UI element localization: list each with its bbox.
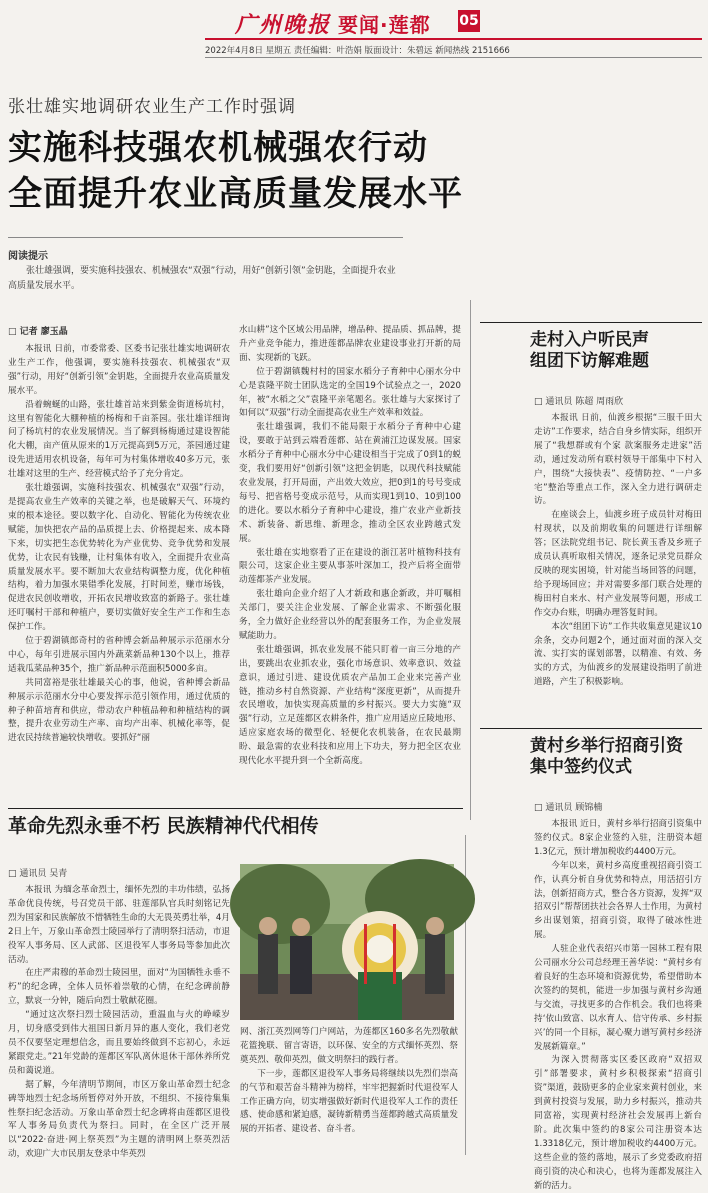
paragraph: 张壮雄强调，我们不能局限于水稻分子育种中心建设，要敢于站到云端看莲都、站在黄浦江边谋发展。国家水稻分子育种中心丽水分中心建设相当于完成了0到1的蜕变，我们要用好“创新引领”这把金钥匙，以现代科技赋能农业发展，打开局面，产出效大效应，把0到1的号号变成每号、把省格号变成示范号，从而实现1到10、10到100的进化。要以水稻分子育种中心建设，推广农业产业新技术、新装备、新思维、新理念，推动全区农业跨越式发展。 xyxy=(239,422,461,544)
memorial-photo xyxy=(240,864,454,1020)
byline-box-icon: □ xyxy=(8,869,20,879)
paragraph: 本报讯 近日，黄村乡举行招商引资集中签约仪式。8家企业签约入驻，注册资本超1.3亿元，预计增加税收约4400万元。 xyxy=(534,819,702,857)
lead-subtitle: 张壮雄实地调研农业生产工作时强调 xyxy=(8,97,296,117)
byline-box-icon: □ xyxy=(534,803,546,813)
paragraph: 据了解，今年清明节期间，市区万象山革命烈士纪念碑等地烈士纪念场所暂停对外开放，不组织、不接待集集性祭扫纪念活动。万象山革命烈士纪念碑将由莲都区退役军人事务局负责代为祭扫。同时，在全区广泛开展以“2022·奋进·网上祭英烈”为主题的清明网上祭英烈活动，欢迎广大市民朋友登录中华英烈 xyxy=(8,1079,230,1160)
paragraph: 本次“组团下访”工作共收集意见建议10余条，交办问题2个，通过面对面的深入交流、实打实的谋划部署，以精准、有效、务实的方式，为仙渡乡的发展建设指明了前进道路，产生了积极影响。 xyxy=(534,621,702,688)
paragraph: 本报讯 日前，仙渡乡根据“三服千田大走访”工作要求，结合自身乡情实际，组织开展了“我想群或有个家 款案服务走进家”活动，通过发动所有联村领导干部集中下村入户，围绕“大接快表”、疫情防控、“一户多宅”整治等重点工作，深入全力进行调研走访。 xyxy=(534,413,702,507)
bottom-top-rule xyxy=(8,808,463,809)
right2-title: 黄村乡举行招商引资 集中签约仪式 xyxy=(530,736,683,777)
paragraph: 张壮雄强调，实施科技强农、机械强农“双强”行动，是提高农业生产效率的关键之举，也是破解天气、环境约束的根本途径。要以数字化、自动化、智能化为传统农业赋能，加快把农产品的品质提上去、价格提起来、成本降下来，切实把生态优势转化为产业优势、竞争优势和发展优势，让农民有钱赚，让村集体有收入，全面提升农业高质量发展水平。要不断加大农业结构调整力度，优化种植结构，着力加强水果错季化发展，打时间差，赚市场钱，促进农民创收增收，开拓农民增收致富的新路子。张壮雄还叮嘱村干部和种植户，要切实做好安全生产工作和生态保护工作。 xyxy=(8,483,230,633)
paragraph: 网、浙江英烈网等门户网站，为莲都区160多名先烈敬献花篮挽联、留言寄语，以环保、安全的方式缅怀英烈、祭奠英烈、敬仰英烈，做文明祭扫的践行者。 xyxy=(240,1027,458,1065)
summary-label: 阅读提示 xyxy=(8,251,48,262)
paragraph: 在座谈会上，仙渡乡班子成员针对梅田村现状，以及前期收集的问题进行详细解答；区法院党组书记、院长黄玉香及乡班子成员认真听取相关情况，逐条记录党员群众反映的现实困境，针对能当场回答的问题，给予现场回应；并对需要多部门联合处理的梅田村自来水、村产业发展等问题，形成工作交办台账，明确办理答复时间。 xyxy=(534,510,702,618)
paragraph: 共同富裕是张壮雄最关心的事，他说，省种博会新品种展示示范丽水分中心要发挥示范引领作用，通过优质的种子种苗培育和供应，带动农户种植品种和种植结构的调整，提升农业劳动生产率、亩均产出率、机械化率等，促进农民持续普遍较快增收。要抓好“丽 xyxy=(8,677,230,744)
edition-info: 2022年4月8日 星期五 责任编辑：叶浩娟 版面设计：朱碧远 新闻热线 2151666 xyxy=(205,46,510,56)
paragraph: 张壮雄向企业介绍了人才新政和惠企新政，并叮嘱相关部门，要关注企业发展、了解企业需求、不断强化服务，全力做好企业经营以外的配套服务工作，为企业发展赋能助力。 xyxy=(239,589,461,641)
bottom-column-2 xyxy=(240,1026,458,1156)
lead-headline-1: 实施科技强农机械强农行动 xyxy=(8,128,428,168)
wreath-ceremony-image xyxy=(240,864,454,1020)
paragraph: 本报讯 为缅念革命烈士，缅怀先烈的丰功伟绩，弘扬革命优良传统，号召党员干部、驻莲部队官兵时刻铭记先烈为国家和民族解放不惜牺牲生命的大无畏英勇壮举，4月2日上午，万象山革命烈士陵园举行了清明祭扫活动，市退役军人事务局、区人武部、区退役军人事务局等参加此次活动。 xyxy=(8,885,230,965)
paragraph: 今年以来，黄村乡高度重视招商引资工作，认真分析自身优势和特点，用活招引方法，创新招商方式，整合各方资源，发挥“双招双引”帮帮团扶社会各界人士作用，为黄村乡出谋划策，招商引资，取得了破冰性进展。 xyxy=(534,860,702,941)
paragraph: 张壮雄强调，抓农业发展不能只盯着一亩三分地的产出，要跳出农业抓农业，强化市场意识、效率意识、效益意识，通过引进、建设优质农产品加工企业来完善产业链，推动乡村自然资源、产业结构“深度更新”，从而提升农民增收，加快实现高质量的乡村振兴。要大力实施“双强”行动，立足莲都区农耕条件，推广应用适应丘陵地形、适应家庭农场的微型化、轻便化农机装备，在农民最期盼、最急需的农业科技和应用上下功夫，努力把全区农业现代化水平提升到一个全新高度。 xyxy=(239,644,461,767)
newspaper-logo: 广州晚报 xyxy=(235,12,332,38)
lead-byline: □ 记者 廖玉晶 xyxy=(8,327,68,337)
paragraph: 位于碧湖镇郎奇村的省种博会新品种展示示范丽水分中心，每年引进展示国内外蔬菜新品种130个以上，推荐适栽瓜菜品种35个，推广新品种示范面积5000多亩。 xyxy=(8,636,230,674)
paragraph: 人驻企业代表绍兴市第一园林工程有限公司丽水分公司总经理王善华说：“黄村乡有着良好的生态环境和资源优势，希望借助本次签约的契机，能进一步加强与黄村乡沟通与交流，寻找更多的合作机会。我们也将秉持‘依山致富、以水育人、信守传承、乡村振兴’的同一个目标，凝心聚力谱写黄村乡经济发展新篇章。” xyxy=(534,944,702,1052)
paragraph: 下一步，莲都区退役军人事务局将继续以先烈们崇高的气节和艰苦奋斗精神为榜样，牢牢把握新时代退役军人工作正确方向，切实增强做好新时代退役军人工作的责任感、使命感和紧迫感，凝铸新精勇当莲都跨越式高质量发展的开拓者、建设者、奋斗者。 xyxy=(240,1068,458,1135)
byline-box-icon: □ xyxy=(534,397,546,407)
paragraph: 沿着蜿蜒的山路，张壮雄首站来到紫金街道杨坑村，这里有智能化大棚种植的杨梅和千亩茶园。张壮雄详细询问了杨坑村的农业发展情况。当了解到杨梅通过建设智能化大棚，亩产值从原来的1万元提高到5万元，茶园通过建设先进适用农机设备，每年可为村集体增收40多万元，张壮雄对这里的生产、经营模式给予了充分肯定。 xyxy=(8,399,230,480)
column-divider xyxy=(470,300,471,820)
right1-body xyxy=(534,412,702,716)
bottom-title: 革命先烈永垂不朽 民族精神代代相传 xyxy=(8,815,319,837)
paragraph: 张壮雄在实地察看了正在建设的浙江茗叶植物科技有限公司，这家企业主要从事茶叶深加工，投产后将全面带动莲都茶产业发展。 xyxy=(239,547,461,586)
page-number: 05 xyxy=(458,10,480,32)
lead-column-1 xyxy=(8,343,230,813)
masthead-rule xyxy=(205,38,702,40)
right2-top-rule xyxy=(480,728,702,729)
right2-body xyxy=(534,818,702,1191)
lead-headline-2: 全面提升农业高质量发展水平 xyxy=(8,174,463,214)
paragraph: 位于碧湖镇魏村村的国家水稻分子育种中心丽水分中心是袁隆平院士团队选定的全国19个试验点之一，2020年，被“水稻之父”袁隆平亲笔题名。张壮雄与大家探讨了如何以“双强”行动全面提高农业生产效率和效益。 xyxy=(239,366,461,419)
bottom-column-1 xyxy=(8,884,230,1160)
byline-box-icon: □ xyxy=(8,327,20,337)
lead-column-2 xyxy=(239,324,461,813)
right1-title: 走村入户听民声 组团下访解难题 xyxy=(530,330,649,371)
paragraph: 在庄严肃穆的革命烈士陵园里，面对“为国牺牲永垂不朽”的纪念碑，全体人员怀着崇敬的心情，在纪念碑前静立，默哀一分钟，随后向烈士敬献花圈。 xyxy=(8,968,230,1007)
paragraph: “通过这次祭扫烈士陵园活动，重温血与火的峥嵘岁月，切身感受到伟大祖国日新月异的惠人变化，我们老党员不仅要坚定理想信念，而且要始终做到不忘初心，永远紧跟党走。”21年党龄的莲都区军队离休退休干部休养所党员和蔼说道。 xyxy=(8,1010,230,1076)
right1-byline: □ 通讯员 陈超 周雨欣 xyxy=(534,397,624,407)
paragraph: 为深入贯彻落实区委区政府“双招双引”部署要求，黄村乡积极探索“招商引资”渠道，鼓励更多的企业家来黄村创业，来到黄村投资与发展，助力乡村振兴，推动共同富裕，实现黄村经济社会发展再上新台阶。此次集中签约的8家公司注册资本达1.3318亿元，预计增加税收约4400万元。这些企业的签约落地，展示了乡党委政府招商引资的决心和决心，也将为莲都发展注入新的活力。 xyxy=(534,1055,702,1191)
paragraph: 本报讯 日前，市委常委、区委书记张壮雄实地调研农业生产工作，他强调，要实施科技强农、机械强农“双强”行动，用好“创新引领”金钥匙，全面提升农业高质量发展水平。 xyxy=(8,344,230,396)
summary-top-rule xyxy=(8,237,403,238)
summary-text: 张壮雄强调，要实施科技强农、机械强农“双强”行动，用好“创新引领”金钥匙，全面提升农业高质量发展水平。 xyxy=(8,266,396,291)
right1-top-rule xyxy=(480,322,702,323)
header-divider xyxy=(205,57,702,58)
paragraph: 水山耕”这个区域公用品牌，增品种、提品质、抓品牌，提升产业竞争能力，推进莲都品牌农业建设事业打开新的局面、实现新的飞跃。 xyxy=(239,325,461,363)
right2-byline: □ 通讯员 顾锦楠 xyxy=(534,803,603,813)
section-title: 要闻·莲都 xyxy=(338,13,431,37)
bottom-byline: □ 通讯员 吴青 xyxy=(8,869,68,879)
